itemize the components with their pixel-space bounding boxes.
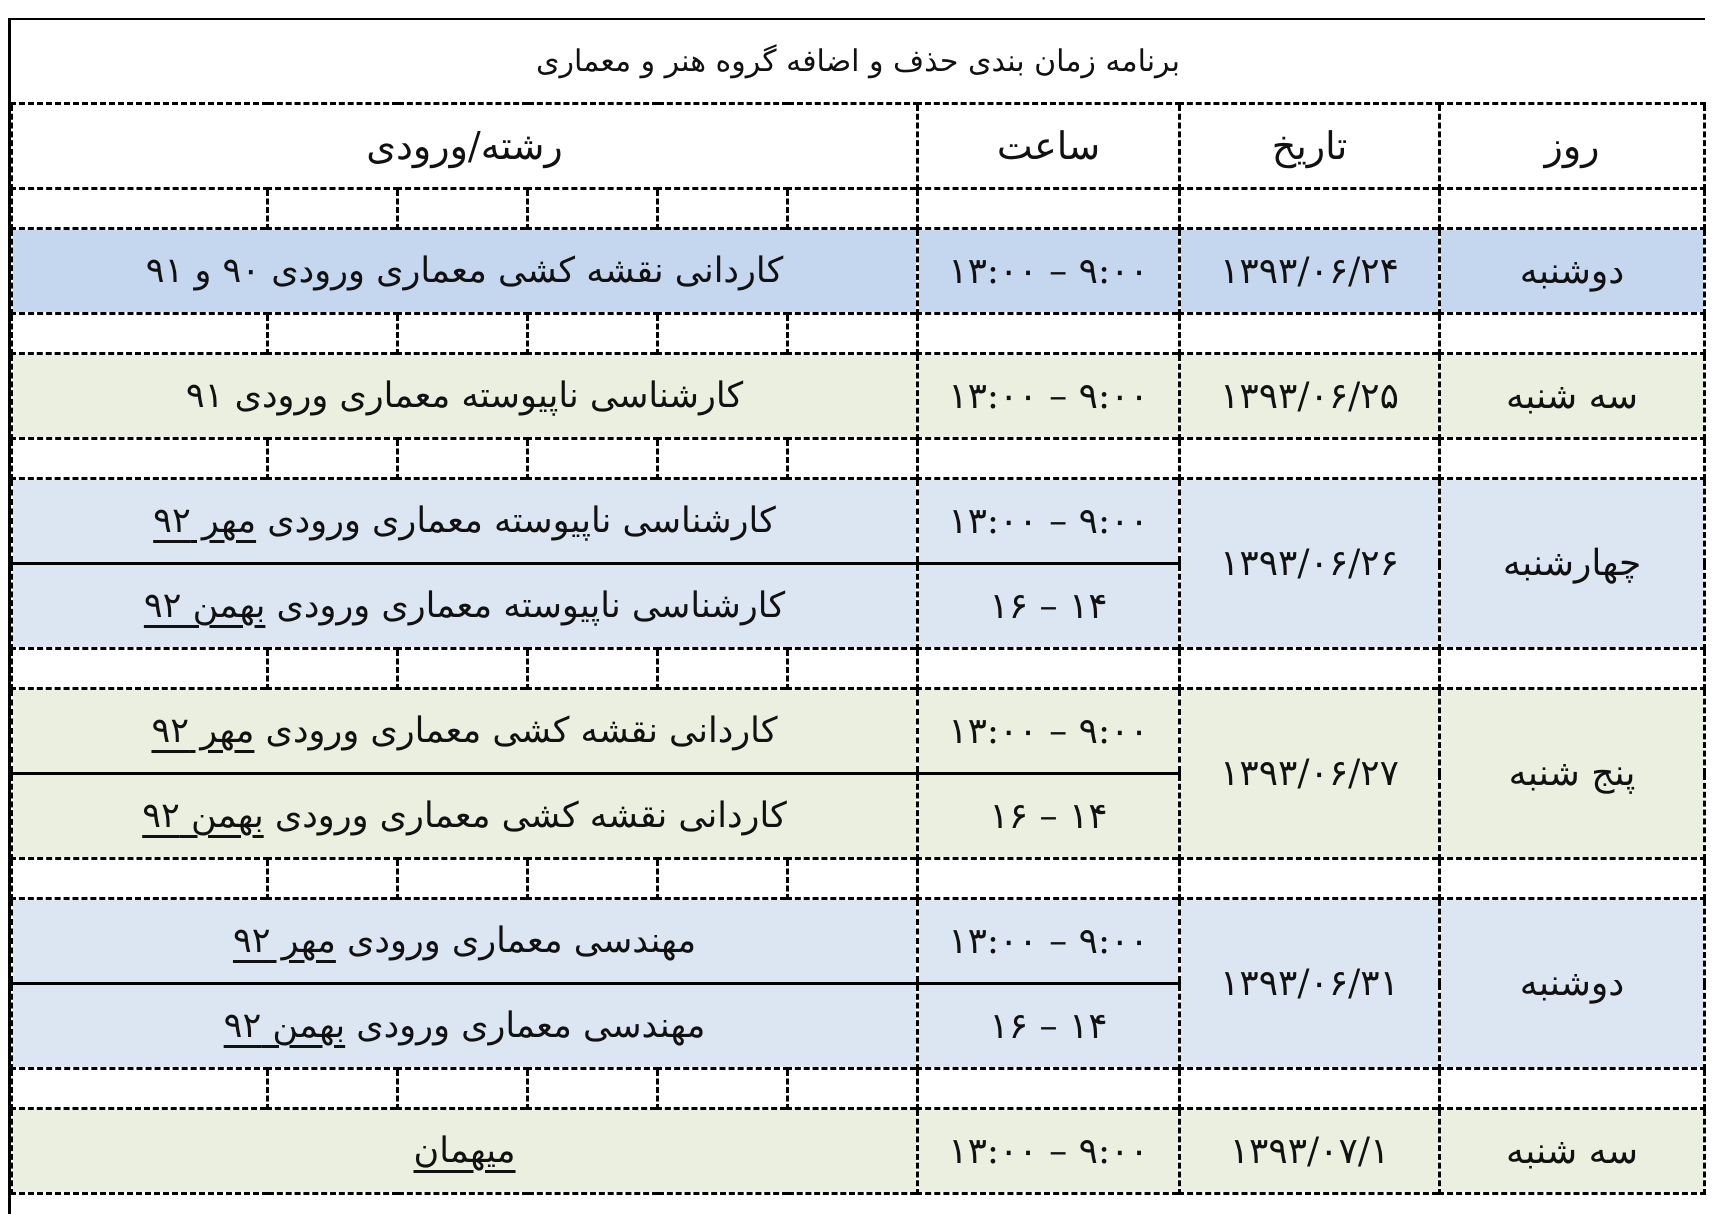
spacer-cell [268, 314, 398, 354]
title-row [12, 20, 1705, 104]
major-cell [12, 479, 918, 564]
spacer-cell [1180, 859, 1440, 899]
spacer-cell [528, 859, 658, 899]
time-cell: ۹:۰۰ – ۱۳:۰۰ [918, 1109, 1180, 1194]
header-major: رشته/ورودی [12, 104, 918, 189]
spacer-cell [398, 189, 528, 229]
time-cell: ۹:۰۰ – ۱۳:۰۰ [918, 899, 1180, 984]
spacer-cell [398, 314, 528, 354]
spacer-cell [918, 1069, 1180, 1109]
day-cell: دوشنبه [1440, 229, 1705, 314]
spacer-cell [658, 649, 788, 689]
major-underlined-text: بهمن ۹۲ [223, 1006, 346, 1046]
spacer-cell [1440, 1069, 1705, 1109]
table-title: برنامه زمان بندی حذف و اضافه گروه هنر و معماری [12, 20, 1705, 104]
spacer-cell [658, 859, 788, 899]
spacer-cell [528, 1069, 658, 1109]
date-cell: ۱۳۹۳/۰۶/۲۷ [1180, 689, 1440, 859]
spacer-cell [12, 314, 268, 354]
major-underlined-text: مهر ۹۲ [151, 711, 255, 751]
major-underlined-text: بهمن ۹۲ [143, 586, 266, 626]
major-text: کاردانی نقشه کشی معماری ورودی [263, 796, 787, 836]
spacer-cell [528, 439, 658, 479]
spacer-cell [788, 859, 918, 899]
day-cell: پنج شنبه [1440, 689, 1705, 859]
header-row [12, 104, 1705, 189]
spacer-cell [12, 439, 268, 479]
time-cell: ۹:۰۰ – ۱۳:۰۰ [918, 689, 1180, 774]
spacer-cell [268, 189, 398, 229]
spacer-cell [12, 859, 268, 899]
major-cell [12, 564, 918, 649]
time-cell: ۹:۰۰ – ۱۳:۰۰ [918, 354, 1180, 439]
spacer-cell [398, 859, 528, 899]
spacer-cell [1440, 189, 1705, 229]
spacer-cell [918, 439, 1180, 479]
major-text: کاردانی نقشه کشی معماری ورودی [254, 711, 778, 751]
spacer-cell [918, 859, 1180, 899]
major-text: کارشناسی ناپیوسته معماری ورودی [265, 586, 786, 626]
header-time: ساعت [918, 104, 1180, 189]
spacer-cell [1180, 189, 1440, 229]
spacer-cell [918, 189, 1180, 229]
table-row [12, 479, 1705, 564]
time-cell: ۹:۰۰ – ۱۳:۰۰ [918, 479, 1180, 564]
major-underlined-text: میهمان [413, 1131, 516, 1171]
spacer-cell [788, 314, 918, 354]
major-underlined-text: مهر ۹۲ [232, 921, 336, 961]
spacer-cell [918, 649, 1180, 689]
spacer-cell [1440, 859, 1705, 899]
major-cell [12, 689, 918, 774]
header-date: تاریخ [1180, 104, 1440, 189]
spacer-cell [1180, 439, 1440, 479]
spacer-cell [1180, 314, 1440, 354]
spacer-cell [1180, 649, 1440, 689]
time-cell: ۹:۰۰ – ۱۳:۰۰ [918, 229, 1180, 314]
spacer-cell [268, 859, 398, 899]
major-cell [12, 774, 918, 859]
major-cell [12, 354, 918, 439]
table-row [12, 689, 1705, 774]
table-row [12, 899, 1705, 984]
day-cell: چهارشنبه [1440, 479, 1705, 649]
spacer-cell [1440, 439, 1705, 479]
spacer-cell [658, 314, 788, 354]
major-text: کارشناسی ناپیوسته معماری ورودی [256, 501, 776, 541]
time-cell: ۱۴ – ۱۶ [918, 984, 1180, 1069]
spacer-cell [268, 439, 398, 479]
table-row [12, 354, 1705, 439]
spacer-cell [12, 189, 268, 229]
spacer-row [12, 314, 1705, 354]
time-cell: ۱۴ – ۱۶ [918, 774, 1180, 859]
spacer-cell [788, 649, 918, 689]
major-text: مهندسی معماری ورودی [335, 921, 697, 961]
spacer-cell [268, 1069, 398, 1109]
spacer-cell [528, 649, 658, 689]
date-cell: ۱۳۹۳/۰۶/۲۶ [1180, 479, 1440, 649]
spacer-cell [1440, 314, 1705, 354]
spacer-row [12, 859, 1705, 899]
spacer-cell [12, 1069, 268, 1109]
date-cell: ۱۳۹۳/۰۶/۲۵ [1180, 354, 1440, 439]
spacer-cell [658, 1069, 788, 1109]
schedule-table [10, 20, 1706, 1195]
spacer-cell [788, 1069, 918, 1109]
spacer-cell [528, 314, 658, 354]
date-cell: ۱۳۹۳/۰۶/۳۱ [1180, 899, 1440, 1069]
major-underlined-text: مهر ۹۲ [153, 501, 257, 541]
day-cell: سه شنبه [1440, 1109, 1705, 1194]
header-day: روز [1440, 104, 1705, 189]
day-cell: دوشنبه [1440, 899, 1705, 1069]
spacer-cell [1180, 1069, 1440, 1109]
spacer-cell [398, 439, 528, 479]
major-underlined-text: بهمن ۹۲ [142, 796, 264, 836]
spacer-cell [918, 314, 1180, 354]
major-cell [12, 984, 918, 1069]
spacer-row [12, 1069, 1705, 1109]
spacer-cell [788, 189, 918, 229]
major-cell [12, 1109, 918, 1194]
date-cell: ۱۳۹۳/۰۷/۱ [1180, 1109, 1440, 1194]
spacer-cell [1440, 649, 1705, 689]
major-cell [12, 899, 918, 984]
spacer-cell [658, 189, 788, 229]
spacer-cell [268, 649, 398, 689]
major-text: کاردانی نقشه کشی معماری ورودی ۹۰ و ۹۱ [145, 251, 784, 291]
spacer-row [12, 649, 1705, 689]
major-cell [12, 229, 918, 314]
spacer-row [12, 439, 1705, 479]
spacer-cell [398, 649, 528, 689]
table-row [12, 229, 1705, 314]
day-cell: سه شنبه [1440, 354, 1705, 439]
spacer-cell [12, 649, 268, 689]
spacer-cell [528, 189, 658, 229]
spacer-row [12, 189, 1705, 229]
date-cell: ۱۳۹۳/۰۶/۲۴ [1180, 229, 1440, 314]
spacer-cell [788, 439, 918, 479]
major-text: مهندسی معماری ورودی [345, 1006, 706, 1046]
time-cell: ۱۴ – ۱۶ [918, 564, 1180, 649]
spacer-cell [398, 1069, 528, 1109]
table-row [12, 1109, 1705, 1194]
major-text: کارشناسی ناپیوسته معماری ورودی ۹۱ [185, 376, 744, 416]
spacer-cell [658, 439, 788, 479]
